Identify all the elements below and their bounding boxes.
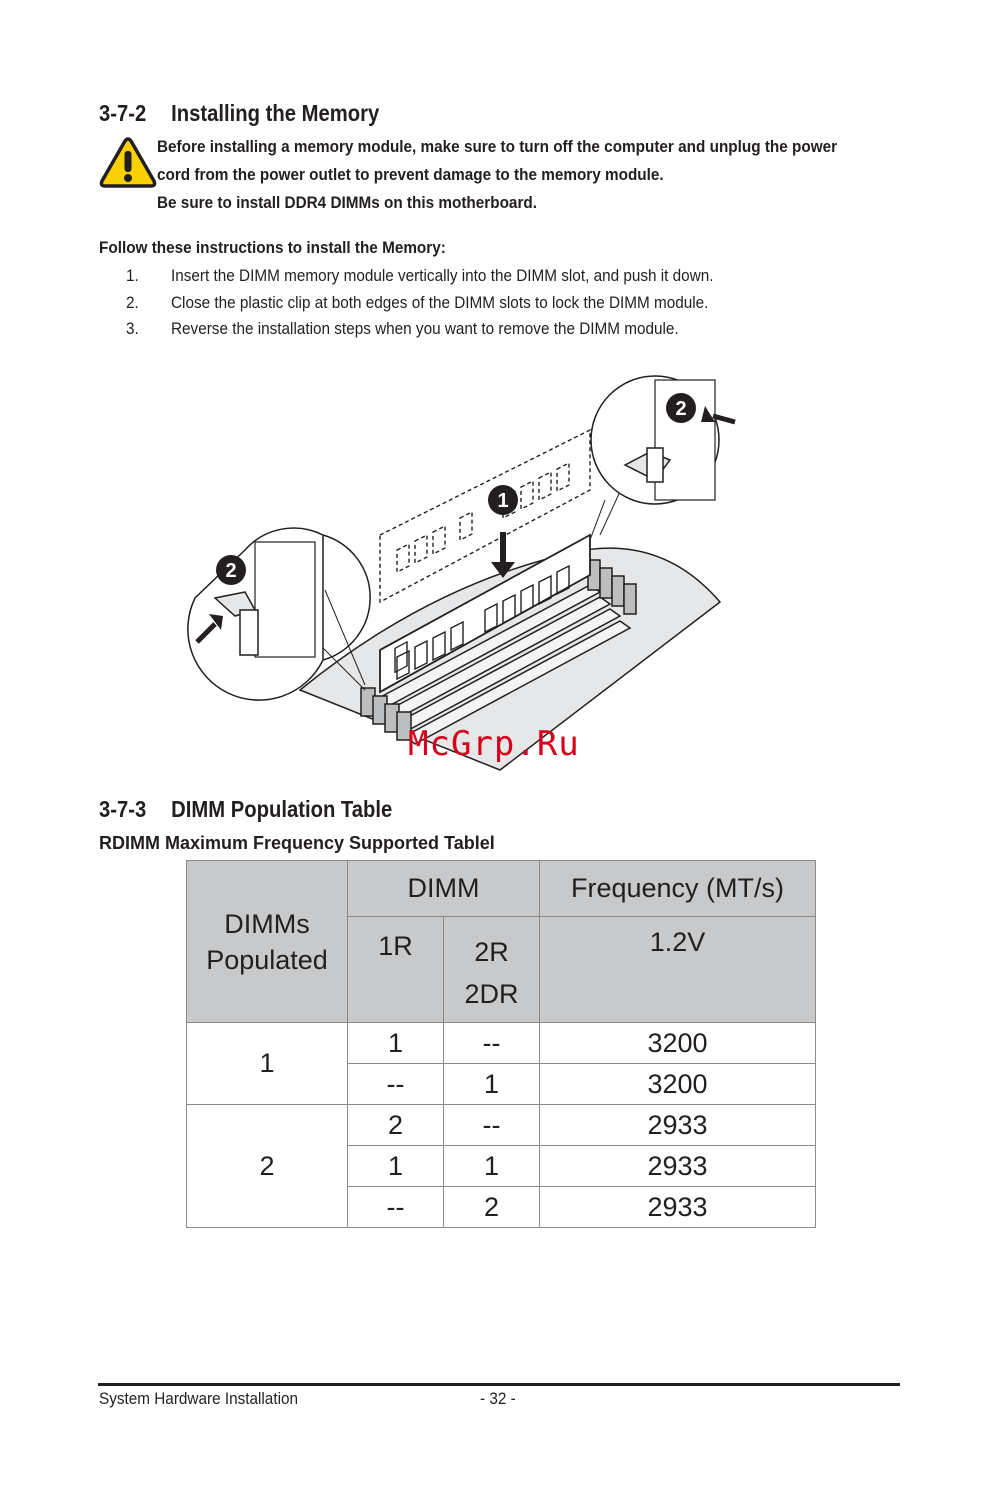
- instruction-step: [126, 319, 679, 339]
- warning-line-2: cord from the power outlet to prevent damage to the memory module.: [157, 165, 664, 184]
- cell-1r: 1: [348, 1146, 444, 1187]
- svg-text:1: 1: [497, 490, 509, 512]
- step-number: 1.: [126, 266, 139, 285]
- svg-text:2: 2: [225, 560, 237, 582]
- table-subtitle: RDIMM Maximum Frequency Supported Tablel: [99, 833, 495, 853]
- header-voltage: 1.2V: [540, 917, 816, 1023]
- section-number: 3-7-3: [99, 796, 147, 822]
- cell-1r: 1: [348, 1023, 444, 1064]
- cell-2r: --: [444, 1105, 540, 1146]
- cell-frequency: 3200: [540, 1064, 816, 1105]
- table-row: [187, 1023, 816, 1064]
- callout-2-right-marker: [666, 393, 696, 423]
- cell-2r: 1: [444, 1064, 540, 1105]
- warning-triangle-icon: [99, 137, 157, 189]
- cell-frequency: 2933: [540, 1146, 816, 1187]
- header-dimms-populated: DIMMs Populated: [187, 861, 348, 1023]
- footer-page-number: - 32 -: [480, 1389, 516, 1408]
- instruction-step: [126, 266, 714, 286]
- cell-2r: --: [444, 1023, 540, 1064]
- header-2r-2dr: 2R 2DR: [444, 917, 540, 1023]
- callout-2-left-marker: [216, 555, 246, 585]
- cell-2r: 2: [444, 1187, 540, 1228]
- warning-line-3: Be sure to install DDR4 DIMMs on this motherboard.: [157, 193, 537, 212]
- section-heading-install: [99, 100, 379, 127]
- callout-1-marker: [488, 485, 518, 515]
- cell-frequency: 2933: [540, 1105, 816, 1146]
- step-number: 2.: [126, 293, 139, 312]
- section-heading-table: [99, 796, 392, 823]
- step-text: Close the plastic clip at both edges of the DIMM slots to lock the DIMM module.: [171, 293, 709, 312]
- footer-rule: [98, 1383, 900, 1386]
- section-title: Installing the Memory: [171, 100, 380, 126]
- cell-1r: --: [348, 1064, 444, 1105]
- cell-frequency: 2933: [540, 1187, 816, 1228]
- step-text: Reverse the installation steps when you want to remove the DIMM module.: [171, 319, 679, 338]
- zoom-detail-right: [590, 376, 735, 540]
- footer-section-name: System Hardware Installation: [99, 1389, 298, 1408]
- instructions-heading: Follow these instructions to install the Memory:: [99, 238, 446, 257]
- cell-1r: 2: [348, 1105, 444, 1146]
- table-row: [187, 1105, 816, 1146]
- section-number: 3-7-2: [99, 100, 147, 126]
- cell-frequency: 3200: [540, 1023, 816, 1064]
- press-arrow-right-icon: [701, 406, 735, 422]
- populated-cell: 2: [187, 1105, 348, 1228]
- section-title: DIMM Population Table: [171, 796, 393, 822]
- step-text: Insert the DIMM memory module vertically into the DIMM slot, and push it down.: [171, 266, 714, 285]
- dimm-population-table: [186, 860, 816, 1228]
- cell-2r: 1: [444, 1146, 540, 1187]
- cell-1r: --: [348, 1187, 444, 1228]
- header-1r: 1R: [348, 917, 444, 1023]
- watermark: McGrp.Ru: [408, 724, 580, 764]
- header-frequency: Frequency (MT/s): [540, 861, 816, 917]
- memory-installation-illustration: [185, 370, 745, 780]
- header-dimm: DIMM: [348, 861, 540, 917]
- warning-line-1: Before installing a memory module, make sure to turn off the computer and unplug the power: [157, 137, 838, 156]
- populated-cell: 1: [187, 1023, 348, 1105]
- svg-text:2: 2: [675, 398, 687, 420]
- step-number: 3.: [126, 319, 139, 338]
- instruction-step: [126, 293, 708, 313]
